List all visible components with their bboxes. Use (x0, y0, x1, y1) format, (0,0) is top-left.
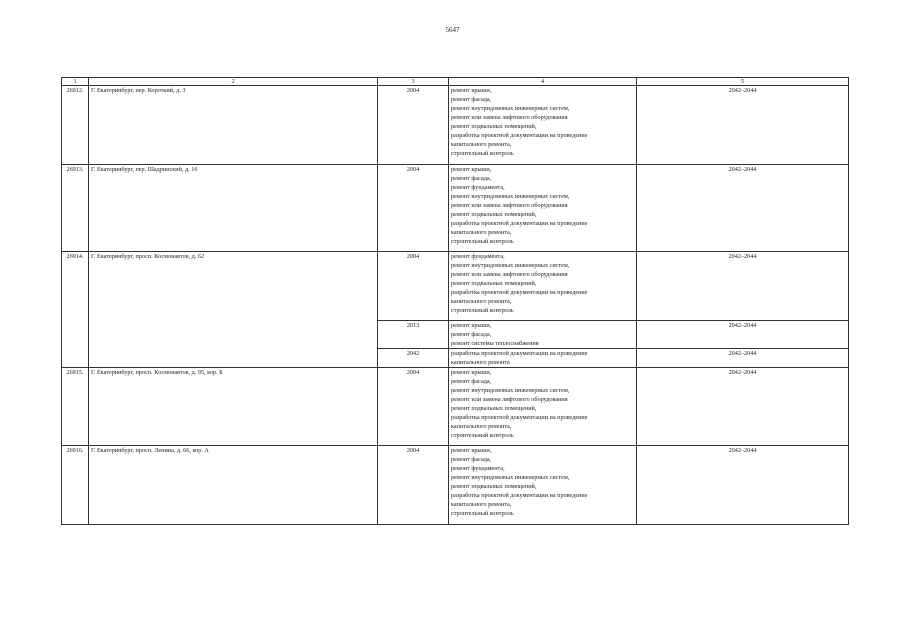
repair-schedule-table (61, 77, 849, 525)
work-item: ремонт системы теплоснабжения (451, 340, 539, 347)
table-row (62, 446, 849, 525)
period-cell: 2042–2044 (637, 321, 849, 349)
work-item: разработка проектной документации на проведение (451, 414, 588, 421)
works-cell (449, 349, 637, 368)
table-row (62, 252, 849, 321)
address-cell: Г. Екатеринбург, просп. Космонавтов, д. 95, кор. Б (89, 368, 378, 446)
address-cell: Г. Екатеринбург, просп. Ленина, д. 66, кор. А (89, 446, 378, 525)
row-number: 26913. (62, 165, 89, 252)
header-col-4: 4 (449, 78, 637, 86)
page-number: 5647 (445, 26, 460, 34)
work-item: разработка проектной документации на проведение (451, 350, 588, 357)
work-item: ремонт фундамента, (451, 465, 505, 472)
work-item: строительный контроль (451, 238, 514, 245)
works-cell (449, 321, 637, 349)
work-item: ремонт крыши, (451, 369, 492, 376)
work-item: ремонт фасада, (451, 175, 492, 182)
work-item: разработка проектной документации на проведение (451, 289, 588, 296)
year-cell: 2042 (378, 349, 449, 368)
row-number (62, 321, 89, 349)
address-cell (89, 321, 378, 349)
work-item: капитального ремонта (451, 359, 510, 366)
year-cell: 2004 (378, 446, 449, 525)
header-col-3: 3 (378, 78, 449, 86)
work-item: ремонт или замена лифтового оборудования (451, 202, 568, 209)
row-number: 26912. (62, 86, 89, 165)
table-row (62, 165, 849, 252)
work-item: ремонт фасада, (451, 331, 492, 338)
year-cell: 2004 (378, 86, 449, 165)
row-number (62, 349, 89, 368)
work-item: ремонт подвальных помещений, (451, 211, 537, 218)
work-item: ремонт или замена лифтового оборудования (451, 114, 568, 121)
row-number: 26914. (62, 252, 89, 321)
year-cell: 2004 (378, 165, 449, 252)
work-item: ремонт крыши, (451, 166, 492, 173)
work-item: капитального ремонта, (451, 501, 512, 508)
work-item: капитального ремонта, (451, 141, 512, 148)
work-item: разработка проектной документации на проведение (451, 132, 588, 139)
header-col-5: 5 (637, 78, 849, 86)
work-item: ремонт внутридомовых инженерных систем, (451, 474, 570, 481)
address-cell: Г. Екатеринбург, пер. Шадринский, д. 16 (89, 165, 378, 252)
works-cell (449, 165, 637, 252)
address-cell (89, 349, 378, 368)
header-col-2: 2 (89, 78, 378, 86)
work-item: строительный контроль (451, 307, 514, 314)
year-cell: 2004 (378, 368, 449, 446)
work-item: разработка проектной документации на проведение (451, 220, 588, 227)
table-row (62, 368, 849, 446)
works-cell (449, 446, 637, 525)
work-item: ремонт фундамента, (451, 253, 505, 260)
row-number: 26915. (62, 368, 89, 446)
work-item: строительный контроль (451, 432, 514, 439)
work-item: ремонт подвальных помещений, (451, 123, 537, 130)
period-cell: 2042–2044 (637, 349, 849, 368)
work-item: строительный контроль (451, 150, 514, 157)
work-item: ремонт крыши, (451, 322, 492, 329)
work-item: ремонт фасада, (451, 378, 492, 385)
works-cell (449, 86, 637, 165)
works-cell (449, 252, 637, 321)
row-number: 26916. (62, 446, 89, 525)
year-cell: 2013 (378, 321, 449, 349)
period-cell: 2042–2044 (637, 165, 849, 252)
period-cell: 2042–2044 (637, 368, 849, 446)
period-cell: 2042–2044 (637, 86, 849, 165)
work-item: капитального ремонта, (451, 423, 512, 430)
work-item: ремонт внутридомовых инженерных систем, (451, 193, 570, 200)
work-item: ремонт подвальных помещений, (451, 280, 537, 287)
work-item: ремонт внутридомовых инженерных систем, (451, 105, 570, 112)
header-col-1: 1 (62, 78, 89, 86)
work-item: ремонт или замена лифтового оборудования (451, 396, 568, 403)
header-row (62, 78, 849, 86)
works-cell (449, 368, 637, 446)
work-item: ремонт подвальных помещений, (451, 405, 537, 412)
work-item: строительный контроль (451, 510, 514, 517)
work-item: ремонт фасада, (451, 96, 492, 103)
address-cell: Г. Екатеринбург, просп. Космонавтов, д. 62 (89, 252, 378, 321)
address-cell: Г. Екатеринбург, пер. Короткий, д. 3 (89, 86, 378, 165)
table-row (62, 86, 849, 165)
work-item: ремонт внутридомовых инженерных систем, (451, 387, 570, 394)
table-row (62, 349, 849, 368)
work-item: ремонт внутридомовых инженерных систем, (451, 262, 570, 269)
work-item: капитального ремонта, (451, 298, 512, 305)
work-item: капитального ремонта, (451, 229, 512, 236)
period-cell: 2042–2044 (637, 252, 849, 321)
work-item: ремонт фундамента, (451, 184, 505, 191)
work-item: ремонт фасада, (451, 456, 492, 463)
work-item: ремонт крыши, (451, 447, 492, 454)
year-cell: 2004 (378, 252, 449, 321)
work-item: ремонт или замена лифтового оборудования (451, 271, 568, 278)
work-item: ремонт подвальных помещений, (451, 483, 537, 490)
period-cell: 2042–2044 (637, 446, 849, 525)
work-item: ремонт крыши, (451, 87, 492, 94)
table-row (62, 321, 849, 349)
work-item: разработка проектной документации на проведение (451, 492, 588, 499)
